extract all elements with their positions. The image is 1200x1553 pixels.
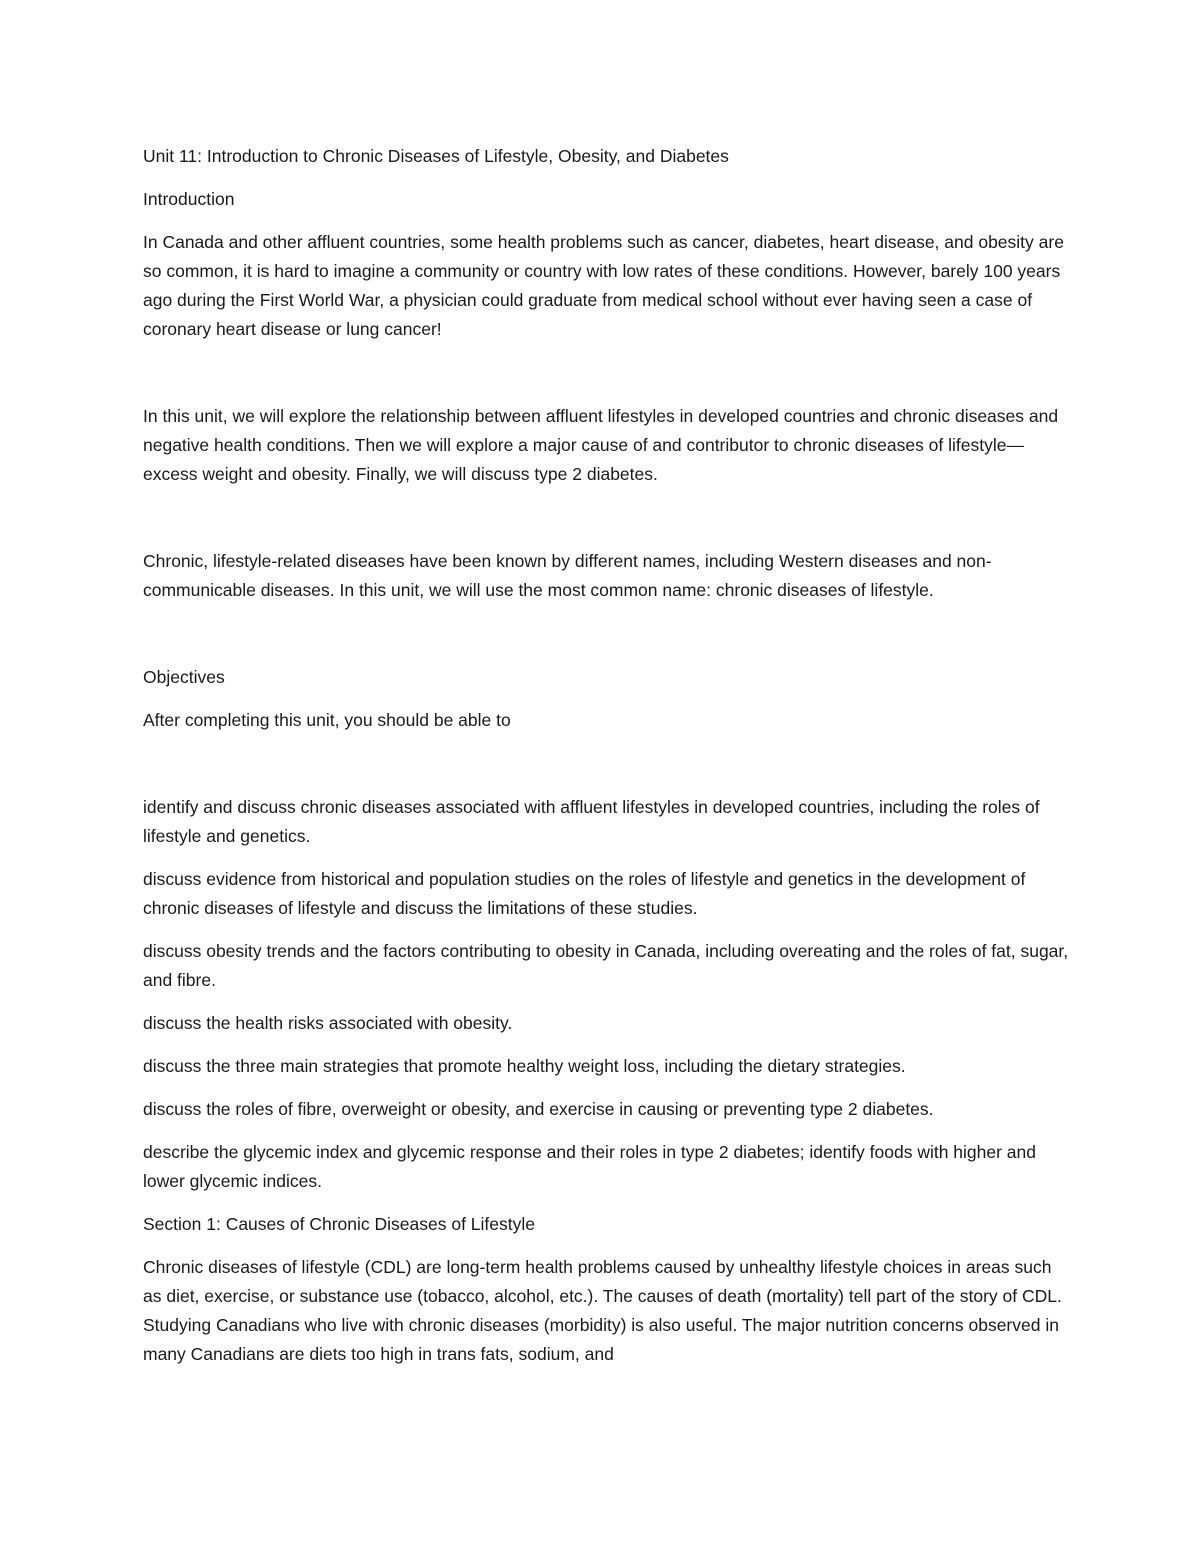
section-1-paragraph: Chronic diseases of lifestyle (CDL) are long-term health problems caused by unhealthy lifestyle choices in areas such as diet, exercise, or substance use (tobacco, alcohol, etc.). The causes of death (mortality) tell part of the story of CDL. Studying Canadians who live with chronic diseases (morbidity) is also useful. The major nutrition concerns observed in many Canadians are diets too high in trans fats, sodium, and [143,1257,1062,1364]
objective-item: discuss obesity trends and the factors contributing to obesity in Canada, including overeating and the roles of fat, sugar, and fibre. [143,941,1069,990]
paragraph-spacer [143,605,1073,663]
objectives-heading: Objectives [143,667,225,687]
objectives-lead: After completing this unit, you should be able to [143,710,511,730]
intro-paragraph-2: In this unit, we will explore the relationship between affluent lifestyles in developed countries and chronic diseases and negative health conditions. Then we will explore a major cause of and contributor to chronic diseases of lifestyle—excess weight and obesity. Finally, we will discuss type 2 diabetes. [143,406,1059,484]
document-body [143,142,1073,1369]
document-title: Unit 11: Introduction to Chronic Diseases of Lifestyle, Obesity, and Diabetes [143,146,729,166]
objective-item: discuss the health risks associated with obesity. [143,1013,513,1033]
objectives-list [143,793,1073,1196]
objective-item: discuss the roles of fibre, overweight or obesity, and exercise in causing or preventing type 2 diabetes. [143,1099,934,1119]
objective-item: discuss the three main strategies that promote healthy weight loss, including the dietary strategies. [143,1056,906,1076]
introduction-heading: Introduction [143,189,235,209]
paragraph-spacer [143,344,1073,402]
objective-item: identify and discuss chronic diseases associated with affluent lifestyles in developed countries, including the roles of lifestyle and genetics. [143,797,1040,846]
intro-paragraph-3: Chronic, lifestyle-related diseases have been known by different names, including Western diseases and non-communicable diseases. In this unit, we will use the most common name: chronic diseases of lifestyle. [143,551,992,600]
paragraph-spacer [143,735,1073,793]
paragraph-spacer [143,489,1073,547]
objective-item: describe the glycemic index and glycemic response and their roles in type 2 diabetes; identify foods with higher and lower glycemic indices. [143,1142,1037,1191]
intro-paragraph-1: In Canada and other affluent countries, some health problems such as cancer, diabetes, heart disease, and obesity are so common, it is hard to imagine a community or country with low rates of these conditions. However, barely 100 years ago during the First World War, a physician could graduate from medical school without ever having seen a case of coronary heart disease or lung cancer! [143,232,1064,339]
section-1-heading: Section 1: Causes of Chronic Diseases of Lifestyle [143,1214,535,1234]
objective-item: discuss evidence from historical and population studies on the roles of lifestyle and genetics in the development of chronic diseases of lifestyle and discuss the limitations of these studies. [143,869,1026,918]
